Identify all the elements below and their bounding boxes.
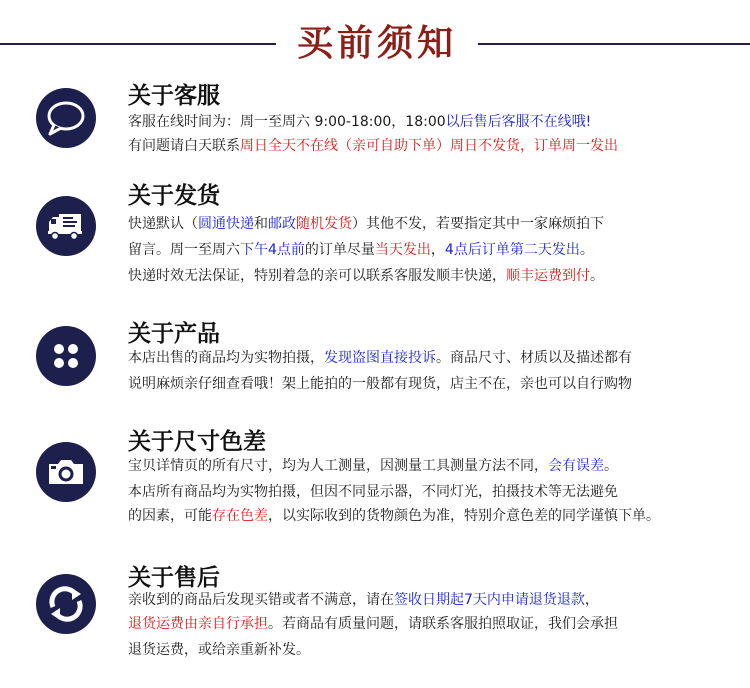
highlight-blue-text: 4点后订单第二天发出 — [444, 242, 580, 258]
body-text: 客服在线时间为：周一至周六 9:00-18:00，18:00 — [128, 114, 446, 130]
section-line — [128, 614, 618, 634]
header-divider-left — [0, 43, 276, 45]
section-line — [128, 348, 632, 368]
section-title: 关于客服 — [128, 83, 220, 109]
section-line — [128, 112, 591, 132]
section-line — [128, 136, 618, 156]
section-title: 关于产品 — [128, 321, 220, 347]
highlight-red-text: 顺丰运费到付 — [506, 268, 590, 284]
section-line — [128, 456, 618, 476]
body-text: ， — [584, 592, 599, 608]
body-text: 宝贝详情页的所有尺寸，均为人工测量，因测量工具测量方法不同， — [128, 458, 548, 474]
body-text: 。若商品有质量问题，请联系客服拍照取证，我们会承担 — [268, 616, 618, 632]
section-line — [128, 266, 604, 286]
highlight-blue-text: 以后售后客服不在线哦! — [445, 114, 592, 130]
body-text: 。商品尺寸、材质以及描述都有 — [436, 350, 632, 366]
highlight-blue-text: 会有误差 — [548, 458, 604, 474]
speech-bubble-icon — [36, 88, 96, 148]
section-title: 关于售后 — [128, 565, 220, 591]
camera-icon — [36, 442, 96, 502]
four-dots-menu-icon — [36, 326, 96, 386]
body-text: 的因素，可能 — [128, 508, 212, 524]
section-title: 关于尺寸色差 — [128, 429, 266, 455]
header-divider-right — [478, 43, 750, 45]
body-text: 快递默认（ — [128, 216, 198, 232]
body-text: 说明麻烦亲仔细查看哦！架上能拍的一般都有现货，店主不在，亲也可以自行购物 — [128, 376, 632, 392]
highlight-red-text: 随机发货 — [296, 216, 352, 232]
delivery-truck-icon — [36, 196, 96, 256]
highlight-blue-text: 发现盗图直接投诉 — [324, 350, 436, 366]
refresh-arrows-icon — [36, 574, 96, 634]
body-text: 快递时效无法保证，特别着急的亲可以联系客服发顺丰快递， — [128, 268, 506, 284]
body-text: 亲收到的商品后发现买错或者不满意，请在 — [128, 592, 394, 608]
body-text: 。 — [579, 242, 594, 258]
highlight-red-text: 周日全天不在线（亲可自助下单）周日不发货，订单周一发出 — [240, 138, 618, 154]
highlight-blue-text: 下午4点前 — [240, 242, 305, 258]
highlight-red-text: 退货运费由亲自行承担 — [128, 616, 268, 632]
body-text: 的订单尽量 — [304, 242, 375, 258]
body-text: ，以实际收到的货物颜色为准，特别介意色差的同学谨慎下单。 — [268, 508, 660, 524]
highlight-red-text: 存在色差 — [212, 508, 268, 524]
section-line — [128, 482, 618, 502]
body-text: ）其他不发，若要指定其中一家麻烦拍下 — [352, 216, 604, 232]
body-text: 退货运费，或给亲重新补发。 — [128, 642, 310, 658]
body-text: 有问题请白天联系 — [128, 138, 240, 154]
section-line — [128, 214, 604, 234]
section-title: 关于发货 — [128, 183, 220, 209]
section-line — [128, 590, 599, 610]
highlight-red-text: 当天发出 — [374, 242, 431, 258]
section-line — [128, 374, 632, 394]
body-text: 留言。周一至周六 — [128, 242, 240, 258]
body-text: ， — [430, 242, 445, 258]
highlight-blue-text: 圆通快递 — [198, 216, 254, 232]
section-line — [128, 506, 660, 526]
header — [0, 14, 750, 72]
page-title: 买前须知 — [296, 22, 457, 64]
highlight-blue-text: 签收日期起7天内申请退货退款 — [394, 592, 585, 608]
body-text: 和 — [254, 216, 268, 232]
body-text: 。 — [604, 458, 618, 474]
body-text: 。 — [590, 268, 604, 284]
body-text: 本店出售的商品均为实物拍摄， — [128, 350, 324, 366]
section-line — [128, 640, 310, 660]
body-text: 本店所有商品均为实物拍摄，但因不同显示器，不同灯光，拍摄技术等无法避免 — [128, 484, 618, 500]
highlight-blue-text: 邮政 — [268, 216, 296, 232]
section-line — [128, 240, 594, 260]
